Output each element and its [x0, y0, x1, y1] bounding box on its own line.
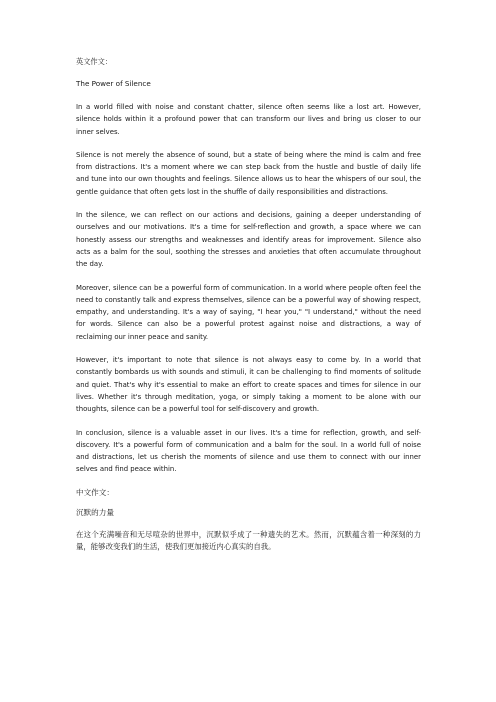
english-paragraph-4: Moreover, silence can be a powerful form of communication. In a world where people often feel the need to constantly talk and express themselves, silence can be a powerful way of showing respect, empathy, and understanding. It's a way of saying, "I hear you," "I understand," without the need for words. Silence can also be a powerful protest against noise and distractions, a way of reclaiming our inner peace and sanity. — [76, 283, 421, 341]
english-paragraph-1: In a world filled with noise and constant chatter, silence often seems like a lost art. However, silence holds within it a profound power that can transform our lives and bring us closer to our inner selves. — [76, 103, 421, 136]
chinese-essay-title: 沉默的力量 — [76, 507, 114, 517]
english-essay-title: The Power of Silence — [76, 79, 151, 88]
english-section-label: 英文作文： — [76, 57, 112, 66]
chinese-section-label: 中文作文： — [76, 487, 114, 497]
english-paragraph-3: In the silence, we can reflect on our actions and decisions, gaining a deeper understanding of ourselves and our motivations. It's a time for self-reflection and growth, a space where we can honestly assess our strengths and weaknesses and identify areas for improvement. Silence also acts as a balm for the soul, soothing the stresses and anxieties that often accumulate throughout the day. — [76, 211, 421, 269]
english-paragraph-5: However, it's important to note that silence is not always easy to come by. In a world that constantly bombards us with sounds and stimuli, it can be challenging to find moments of solitude and quiet. That's why it's essential to make an effort to create spaces and times for silence in our lives. Whether it's through meditation, yoga, or simply taking a moment to be alone with our thoughts, silence can be a powerful tool for self-discovery and growth. — [76, 356, 421, 414]
english-paragraph-6: In conclusion, silence is a valuable asset in our lives. It's a time for reflection, growth, and self-discovery. It's a powerful form of communication and a balm for the soul. In a world full of noise and distractions, let us cherish the moments of silence and use them to connect with our inner selves and find peace within. — [76, 428, 421, 474]
english-paragraph-2: Silence is not merely the absence of sound, but a state of being where the mind is calm and free from distractions. It's a moment where we can step back from the hustle and bustle of daily life and tune into our own thoughts and feelings. Silence allows us to hear the whispers of our soul, the gentle guidance that often gets lost in the shuffle of daily responsibilities and distractions. — [76, 150, 421, 196]
chinese-paragraph-1: 在这个充满噪音和无尽喧杂的世界中，沉默似乎成了一种遗失的艺术。然而，沉默蕴含着一种深刻的力量，能够改变我们的生活，使我们更加接近内心真实的自我。 — [76, 529, 421, 552]
document-page — [76, 57, 421, 554]
